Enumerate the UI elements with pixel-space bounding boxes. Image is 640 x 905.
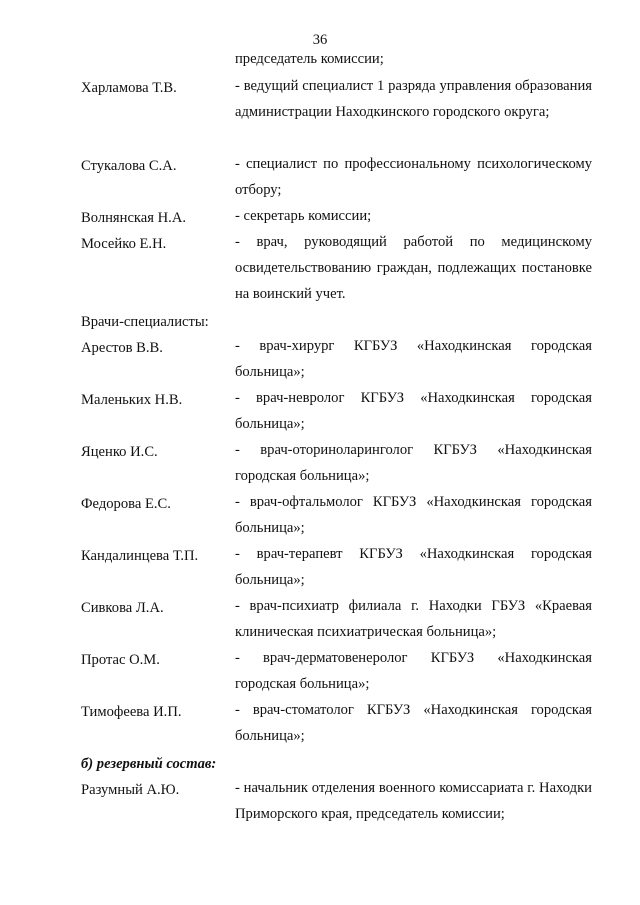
member-name: Волнянская Н.А. [81, 210, 187, 226]
member-name: Стукалова С.А. [81, 158, 177, 174]
specialist-name: Арестов В.В. [81, 340, 163, 356]
reserve-member-name: Разумный А.Ю. [81, 782, 180, 798]
specialist-role: - врач-стоматолог КГБУЗ «Находкинская городская больница»; [235, 702, 592, 744]
specialists-heading: Врачи-специалисты: [81, 314, 209, 330]
specialist-role: - врач-невролог КГБУЗ «Находкинская городская больница»; [235, 390, 592, 432]
specialist-role: - врач-терапевт КГБУЗ «Находкинская городская больница»; [235, 546, 592, 588]
member-role: - ведущий специалист 1 разряда управления образования администрации Находкинского городского округа; [235, 78, 592, 120]
specialist-name: Федорова Е.С. [81, 496, 171, 512]
continued-role-text: председатель комиссии; [235, 51, 384, 67]
specialist-role: - врач-офтальмолог КГБУЗ «Находкинская городская больница»; [235, 494, 592, 536]
specialist-role: - врач-психиатр филиала г. Находки ГБУЗ «Краевая клиническая психиатрическая больница»; [235, 598, 592, 640]
reserve-heading: б) резервный состав: [81, 756, 217, 772]
specialist-role: - врач-оториноларинголог КГБУЗ «Находкинская городская больница»; [235, 442, 592, 484]
member-role: - специалист по профессиональному психологическому отбору; [235, 156, 592, 198]
specialist-role: - врач-хирург КГБУЗ «Находкинская городская больница»; [235, 338, 592, 380]
specialist-role: - врач-дерматовенеролог КГБУЗ «Находкинская городская больница»; [235, 650, 592, 692]
specialist-name: Кандалинцева Т.П. [81, 548, 199, 564]
member-role: - секретарь комиссии; [235, 208, 372, 224]
specialist-name: Протас О.М. [81, 652, 160, 668]
member-role: - врач, руководящий работой по медицинскому освидетельствованию граждан, подлежащих постановке на воинский учет. [235, 234, 592, 302]
page-number: 36 [312, 32, 328, 48]
specialist-name: Сивкова Л.А. [81, 600, 164, 616]
reserve-member-role: - начальник отделения военного комиссариата г. Находки Приморского края, председатель комиссии; [235, 780, 592, 822]
specialist-name: Тимофеева И.П. [81, 704, 182, 720]
specialist-name: Маленьких Н.В. [81, 392, 183, 408]
member-name: Мосейко Е.Н. [81, 236, 167, 252]
member-name: Харламова Т.В. [81, 80, 177, 96]
specialist-name: Яценко И.С. [81, 444, 158, 460]
